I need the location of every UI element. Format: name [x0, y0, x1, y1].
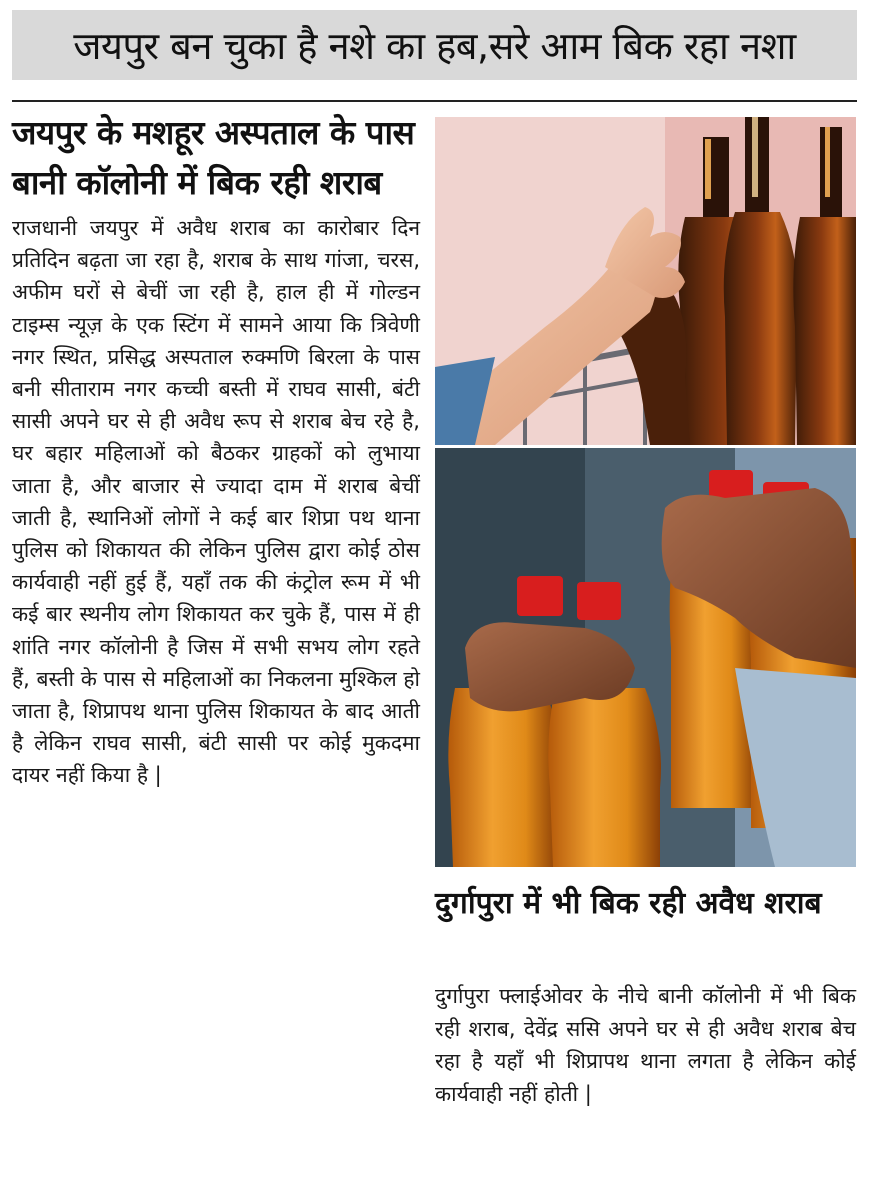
liquor-shelf-photo [435, 117, 856, 445]
divider-rule [12, 100, 857, 102]
side-article-headline: दुर्गापुरा में भी बिक रही अवैध शराब [435, 886, 822, 921]
main-article-body: राजधानी जयपुर में अवैध शराब का कारोबार दिन प्रतिदिन बढ़ता जा रहा है, शराब के साथ गांजा, चरस, अफीम घरों से बेचीं जा रही है, हाल ही में गोल्डन टाइम्स न्यूज़ के एक स्टिंग में सामने आया कि त्रिवेणी नगर स्थित, प्रसिद्ध अस्पताल रुक्मणि बिरला के पास बनी सीताराम नगर कच्ची बस्ती में राघव सासी, बंटी सासी अपने घर से ही अवैध रूप से शराब बेच रहे है, घर बहार महिलाओं को बैठकर ग्राहकों को लुभाया जाता है, और बाजार से ज्यादा दाम में शराब बेचीं जाती है, स्थानिओं लोगों ने कई बार शिप्रा पथ थाना पुलिस को शिकायत की लेकिन पुलिस द्वारा कोई ठोस कार्यवाही नहीं हुई हैं, यहाँ तक की कंट्रोल रूम में भी कई बार स्थनीय लोग शिकायत कर चुके हैं, पास में ही शांति नगर कॉलोनी है जिस में सभी सभय लोग रहते हैं, बस्ती के पास से महिलाओं का निकलना मुश्किल हो जाता है, शिप्रापथ थाना पुलिस शिकायत के बाद आती है लेकिन राघव सासी, बंटी सासी पर कोई मुकदमा दायर नहीं किया है | [12, 216, 420, 788]
liquor-shelf-illustration [435, 117, 856, 445]
main-article [12, 108, 420, 792]
bottles-in-hands-illustration [435, 448, 856, 867]
headline-banner [12, 10, 857, 80]
side-article-body: दुर्गापुरा फ्लाईओवर के नीचे बानी कॉलोनी में भी बिक रही शराब, देवेंद्र ससि अपने घर से ही अवैध शराब बेच रहा है यहाँ भी शिप्रापथ थाना लगता है लेकिन कोई कार्यवाही नहीं होती | [435, 984, 856, 1106]
main-article-headline: जयपुर के मशहूर अस्पताल के पास बानी कॉलोनी में बिक रही शराब [12, 113, 415, 202]
bottles-in-hands-photo [435, 448, 856, 867]
banner-title: जयपुर बन चुका है नशे का हब,सरे आम बिक रहा नशा [73, 24, 796, 68]
